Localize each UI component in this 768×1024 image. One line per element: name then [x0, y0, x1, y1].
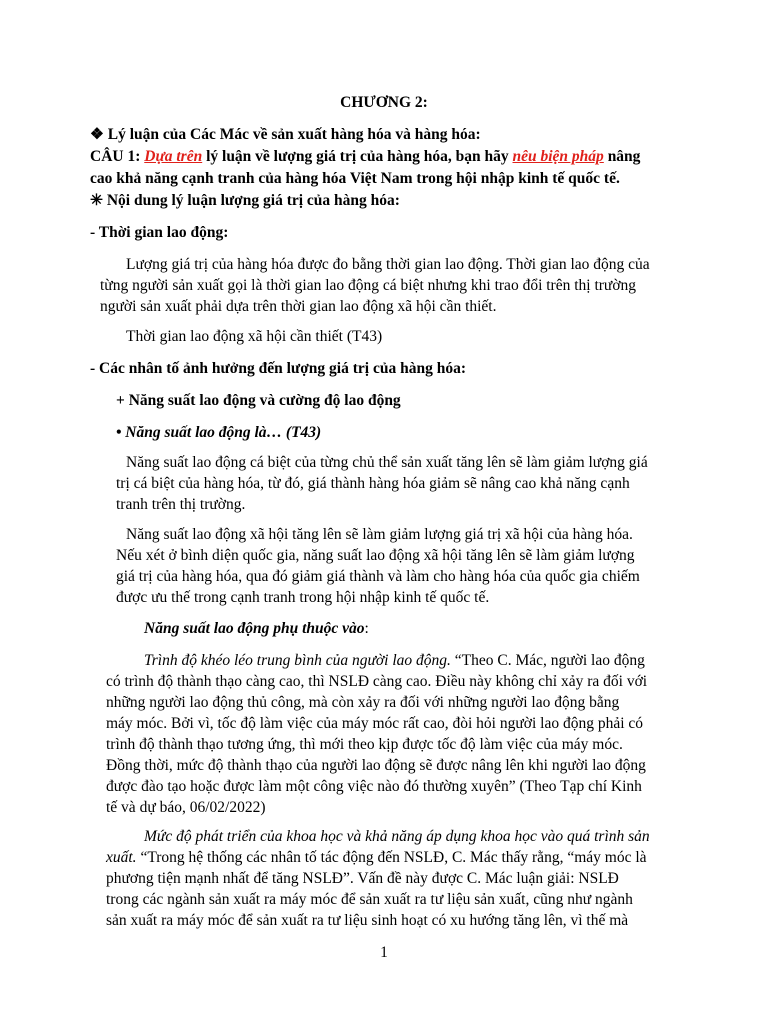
para6-rest: “Trong hệ thống các nhân tố tác động đến NSLĐ, C. Mác thấy rằng, “máy móc là [136, 849, 647, 866]
para3-line-3: tranh trên thị trường. [116, 496, 246, 513]
para6-line-1: Mức độ phát triển của khoa học và khả năng áp dụng khoa học vào quá trình sản [144, 828, 650, 845]
para1-line-3: người sản xuất phải dựa trên thời gian lao động xã hội cần thiết. [100, 298, 497, 315]
factors-heading: - Các nhân tố ảnh hưởng đến lượng giá trị của hàng hóa: [90, 360, 466, 377]
para5-line-1 [144, 650, 645, 671]
para5-line-8: tế và dự báo, 06/02/2022) [106, 799, 266, 816]
question-prefix: CÂU 1: [90, 148, 145, 165]
para5-line-3: những người lao động thủ công, mà còn xảy ra đối với những người lao động bằng [106, 694, 620, 711]
para2: Thời gian lao động xã hội cần thiết (T43) [126, 328, 383, 345]
para3-line-2: trị cá biệt của hàng hóa, từ đó, giá thành hàng hóa giảm sẽ nâng cao khả năng cạnh [116, 475, 630, 492]
para3-line-1: Năng suất lao động cá biệt của từng chủ thể sản xuất tăng lên sẽ làm giảm lượng giá [126, 454, 648, 471]
para5-line-6: Đồng thời, mức độ thành thạo của người lao động sẽ được nâng lên khi người lao động [106, 757, 646, 774]
question-line-1 [90, 146, 640, 167]
para6-line-4: trong các ngành sản xuất ra máy móc để sản xuất ra tư liệu sản xuất, cũng như ngành [106, 891, 633, 908]
chapter-title: CHƯƠNG 2: [340, 94, 428, 111]
para6-line-2 [106, 847, 647, 868]
productivity-heading: + Năng suất lao động và cường độ lao động [116, 392, 401, 409]
highlight-dua-tren: Dựa trên [144, 148, 203, 165]
para4-line-4: được ưu thế trong cạnh tranh trong hội nhập kinh tế quốc tế. [116, 589, 490, 606]
para5-italic-lead: Trình độ khéo léo trung bình của người lao động. [144, 652, 451, 669]
para6-line-5: sản xuất ra máy móc để sản xuất ra tư liệu sinh hoạt có xu hướng tăng lên, vì thế mà [106, 912, 629, 929]
para4-line-1: Năng suất lao động xã hội tăng lên sẽ làm giảm lượng giá trị xã hội của hàng hóa. [126, 526, 633, 543]
question-end: nâng [603, 148, 641, 165]
question-line-2: cao khả năng cạnh tranh của hàng hóa Việt Nam trong hội nhập kinh tế quốc tế. [90, 170, 620, 187]
depends-colon: : [364, 620, 369, 637]
para5-line-5: trình độ thành thạo tương ứng, thì mới theo kịp được tốc độ làm việc của máy móc. [106, 736, 623, 753]
productivity-definition: • Năng suất lao động là… (T43) [116, 424, 322, 441]
highlight-neu-bien-phap: nêu biện pháp [512, 148, 604, 165]
labor-time-heading: - Thời gian lao động: [90, 224, 229, 241]
para4-line-2: Nếu xét ở bình diện quốc gia, năng suất lao động xã hội tăng lên sẽ làm giảm lượng [116, 547, 635, 564]
para5-lead-rest: “Theo C. Mác, người lao động [450, 652, 645, 669]
depends-heading [144, 618, 369, 639]
page-number: 1 [380, 944, 388, 961]
para1-line-2: từng người sản xuất gọi là thời gian lao động cá biệt nhưng khi trao đổi trên thị trường [100, 277, 637, 294]
para6-line-3: phương tiện mạnh nhất để tăng NSLĐ”. Vấn đề này được C. Mác luận giải: NSLĐ [106, 870, 619, 887]
para5-line-4: máy móc. Bởi vì, tốc độ làm việc của máy móc rất cao, đòi hỏi người lao động phải có [106, 715, 644, 732]
para6-italic-end: xuất. [106, 849, 137, 866]
depends-heading-text: Năng suất lao động phụ thuộc vào [144, 620, 365, 637]
para4-line-3: giá trị của hàng hóa, qua đó giảm giá thành và làm cho hàng hóa của quốc gia chiếm [116, 568, 640, 585]
question-mid: lý luận về lượng giá trị của hàng hóa, bạn hãy [202, 148, 513, 165]
content-heading: ✳ Nội dung lý luận lượng giá trị của hàng hóa: [90, 192, 400, 209]
section-heading: ❖ Lý luận của Các Mác về sản xuất hàng hóa và hàng hóa: [90, 126, 481, 143]
para5-line-7: được đào tạo hoặc được làm một công việc nào đó thường xuyên” (Theo Tạp chí Kinh [106, 778, 642, 795]
para1-line-1: Lượng giá trị của hàng hóa được đo bằng thời gian lao động. Thời gian lao động của [126, 256, 650, 273]
para5-line-2: có trình độ thành thạo càng cao, thì NSLĐ càng cao. Điều này không chỉ xảy ra đối với [106, 673, 648, 690]
